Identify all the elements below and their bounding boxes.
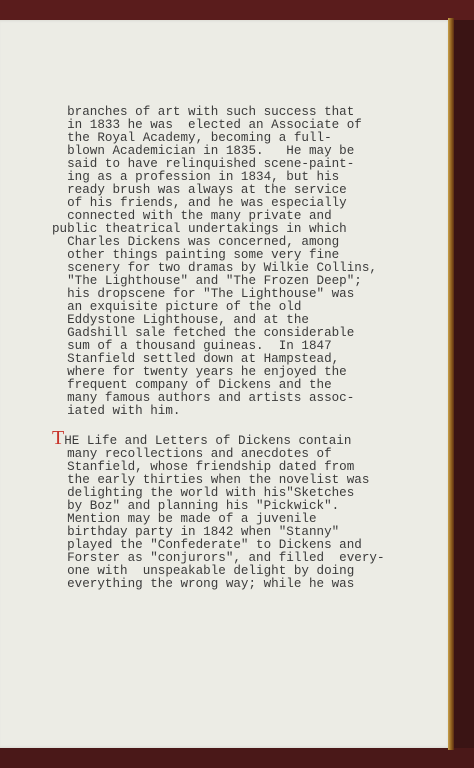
p1-line-17: Eddystone Lighthouse, and at the [52,313,309,327]
p1-line-12: other things painting some very fine [52,248,340,262]
p2-line-7: Mention may be made of a juvenile [52,512,317,526]
paragraph-1 [52,106,377,418]
p1-line-24: iated with him. [52,404,181,418]
p1-line-11: Charles Dickens was concerned, among [52,235,340,249]
p1-line-9: connected with the many private and [52,209,332,223]
gilt-page-edge [448,18,454,750]
book-top-edge [0,0,474,20]
p2-line-3: Stanfield, whose friendship dated from [52,460,355,474]
p2-line-4: the early thirties when the novelist was [52,473,370,487]
p1-line-21: where for twenty years he enjoyed the [52,365,347,379]
p1-line-23: many famous authors and artists assoc- [52,391,355,405]
p1-line-13: scenery for two dramas by Wilkie Collins, [52,261,377,275]
p2-line-9: played the "Confederate" to Dickens and [52,538,362,552]
p1-line-5: said to have relinquished scene-paint- [52,157,355,171]
p1-line-14: "The Lighthouse" and "The Frozen Deep"; [52,274,362,288]
drop-cap: T [52,427,65,449]
book-bottom-edge [0,748,474,768]
p1-line-4: blown Academician in 1835. He may be [52,144,355,158]
p2-line-6: by Boz" and planning his "Pickwick". [52,499,340,513]
p2-line-10: Forster as "conjurors", and filled every- [52,551,385,565]
p2-line-12: everything the wrong way; while he was [52,577,355,591]
p1-line-15: his dropscene for "The Lighthouse" was [52,287,355,301]
p1-line-10: public theatrical undertakings in which [52,222,347,236]
p2-line-1: HE Life and Letters of Dickens contain [64,434,352,448]
p2-line-8: birthday party in 1842 when "Stanny" [52,525,340,539]
p1-line-1: branches of art with such success that [52,105,355,119]
p1-line-19: sum of a thousand guineas. In 1847 [52,339,332,353]
p1-line-22: frequent company of Dickens and the [52,378,332,392]
p2-line-2: many recollections and anecdotes of [52,447,332,461]
p1-line-20: Stanfield settled down at Hampstead, [52,352,340,366]
paragraph-2 [52,427,385,591]
p1-line-6: ing as a profession in 1834, but his [52,170,340,184]
p1-line-3: the Royal Academy, becoming a full- [52,131,332,145]
p2-line-5: delighting the world with his"Sketches [52,486,355,500]
p2-line-11: one with unspeakable delight by doing [52,564,355,578]
p1-line-18: Gadshill sale fetched the considerable [52,326,355,340]
p1-line-2: in 1833 he was elected an Associate of [52,118,362,132]
p1-line-7: ready brush was always at the service [52,183,347,197]
p1-line-16: an exquisite picture of the old [52,300,302,314]
p1-line-8: of his friends, and he was especially [52,196,347,210]
